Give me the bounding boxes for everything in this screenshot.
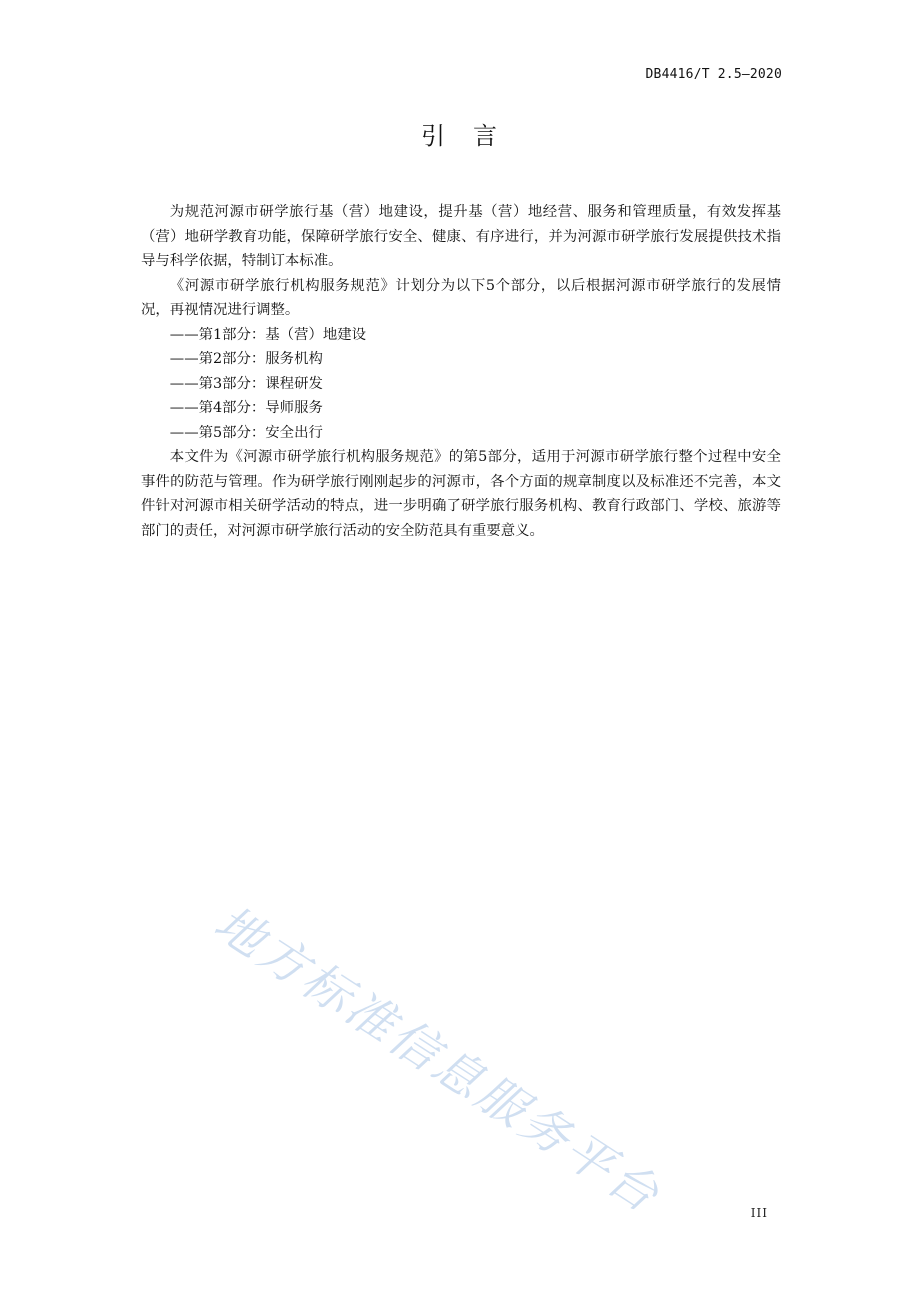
introduction-body <box>141 200 781 543</box>
list-item-part-3: ——第3部分：课程研发 <box>169 375 323 392</box>
list-item-part-1: ——第1部分：基（营）地建设 <box>169 326 367 343</box>
paragraph-scope: 本文件为《河源市研学旅行机构服务规范》的第5部分，适用于河源市研学旅行整个过程中安全事件的防范与管理。作为研学旅行刚刚起步的河源市，各个方面的规章制度以及标准还不完善，本文件针对河源市相关研学活动的特点，进一步明确了研学旅行服务机构、教育行政部门、学校、旅游等部门的责任，对河源市研学旅行活动的安全防范具有重要意义。 <box>141 449 781 539</box>
list-item-part-4: ——第4部分：导师服务 <box>169 400 323 416</box>
list-item-part-5: ——第5部分：安全出行 <box>169 424 323 441</box>
document-code: DB4416/T 2.5—2020 <box>645 67 782 82</box>
list-item-part-2: ——第2部分：服务机构 <box>169 351 323 367</box>
page-number: III <box>750 1206 768 1220</box>
paragraph-structure: 《河源市研学旅行机构服务规范》计划分为以下5个部分，以后根据河源市研学旅行的发展情况，再视情况进行调整。 <box>141 277 781 318</box>
section-title-char-1: 引 <box>421 122 447 150</box>
paragraph-purpose: 为规范河源市研学旅行基（营）地建设，提升基（营）地经营、服务和管理质量，有效发挥基（营）地研学教育功能，保障研学旅行安全、健康、有序进行，并为河源市研学旅行发展提供技术指导与科学依据，特制订本标准。 <box>141 204 781 269</box>
watermark: 地方标准信息服务平台 <box>204 894 671 1225</box>
section-title <box>0 116 920 151</box>
section-title-char-2: 言 <box>473 122 499 150</box>
